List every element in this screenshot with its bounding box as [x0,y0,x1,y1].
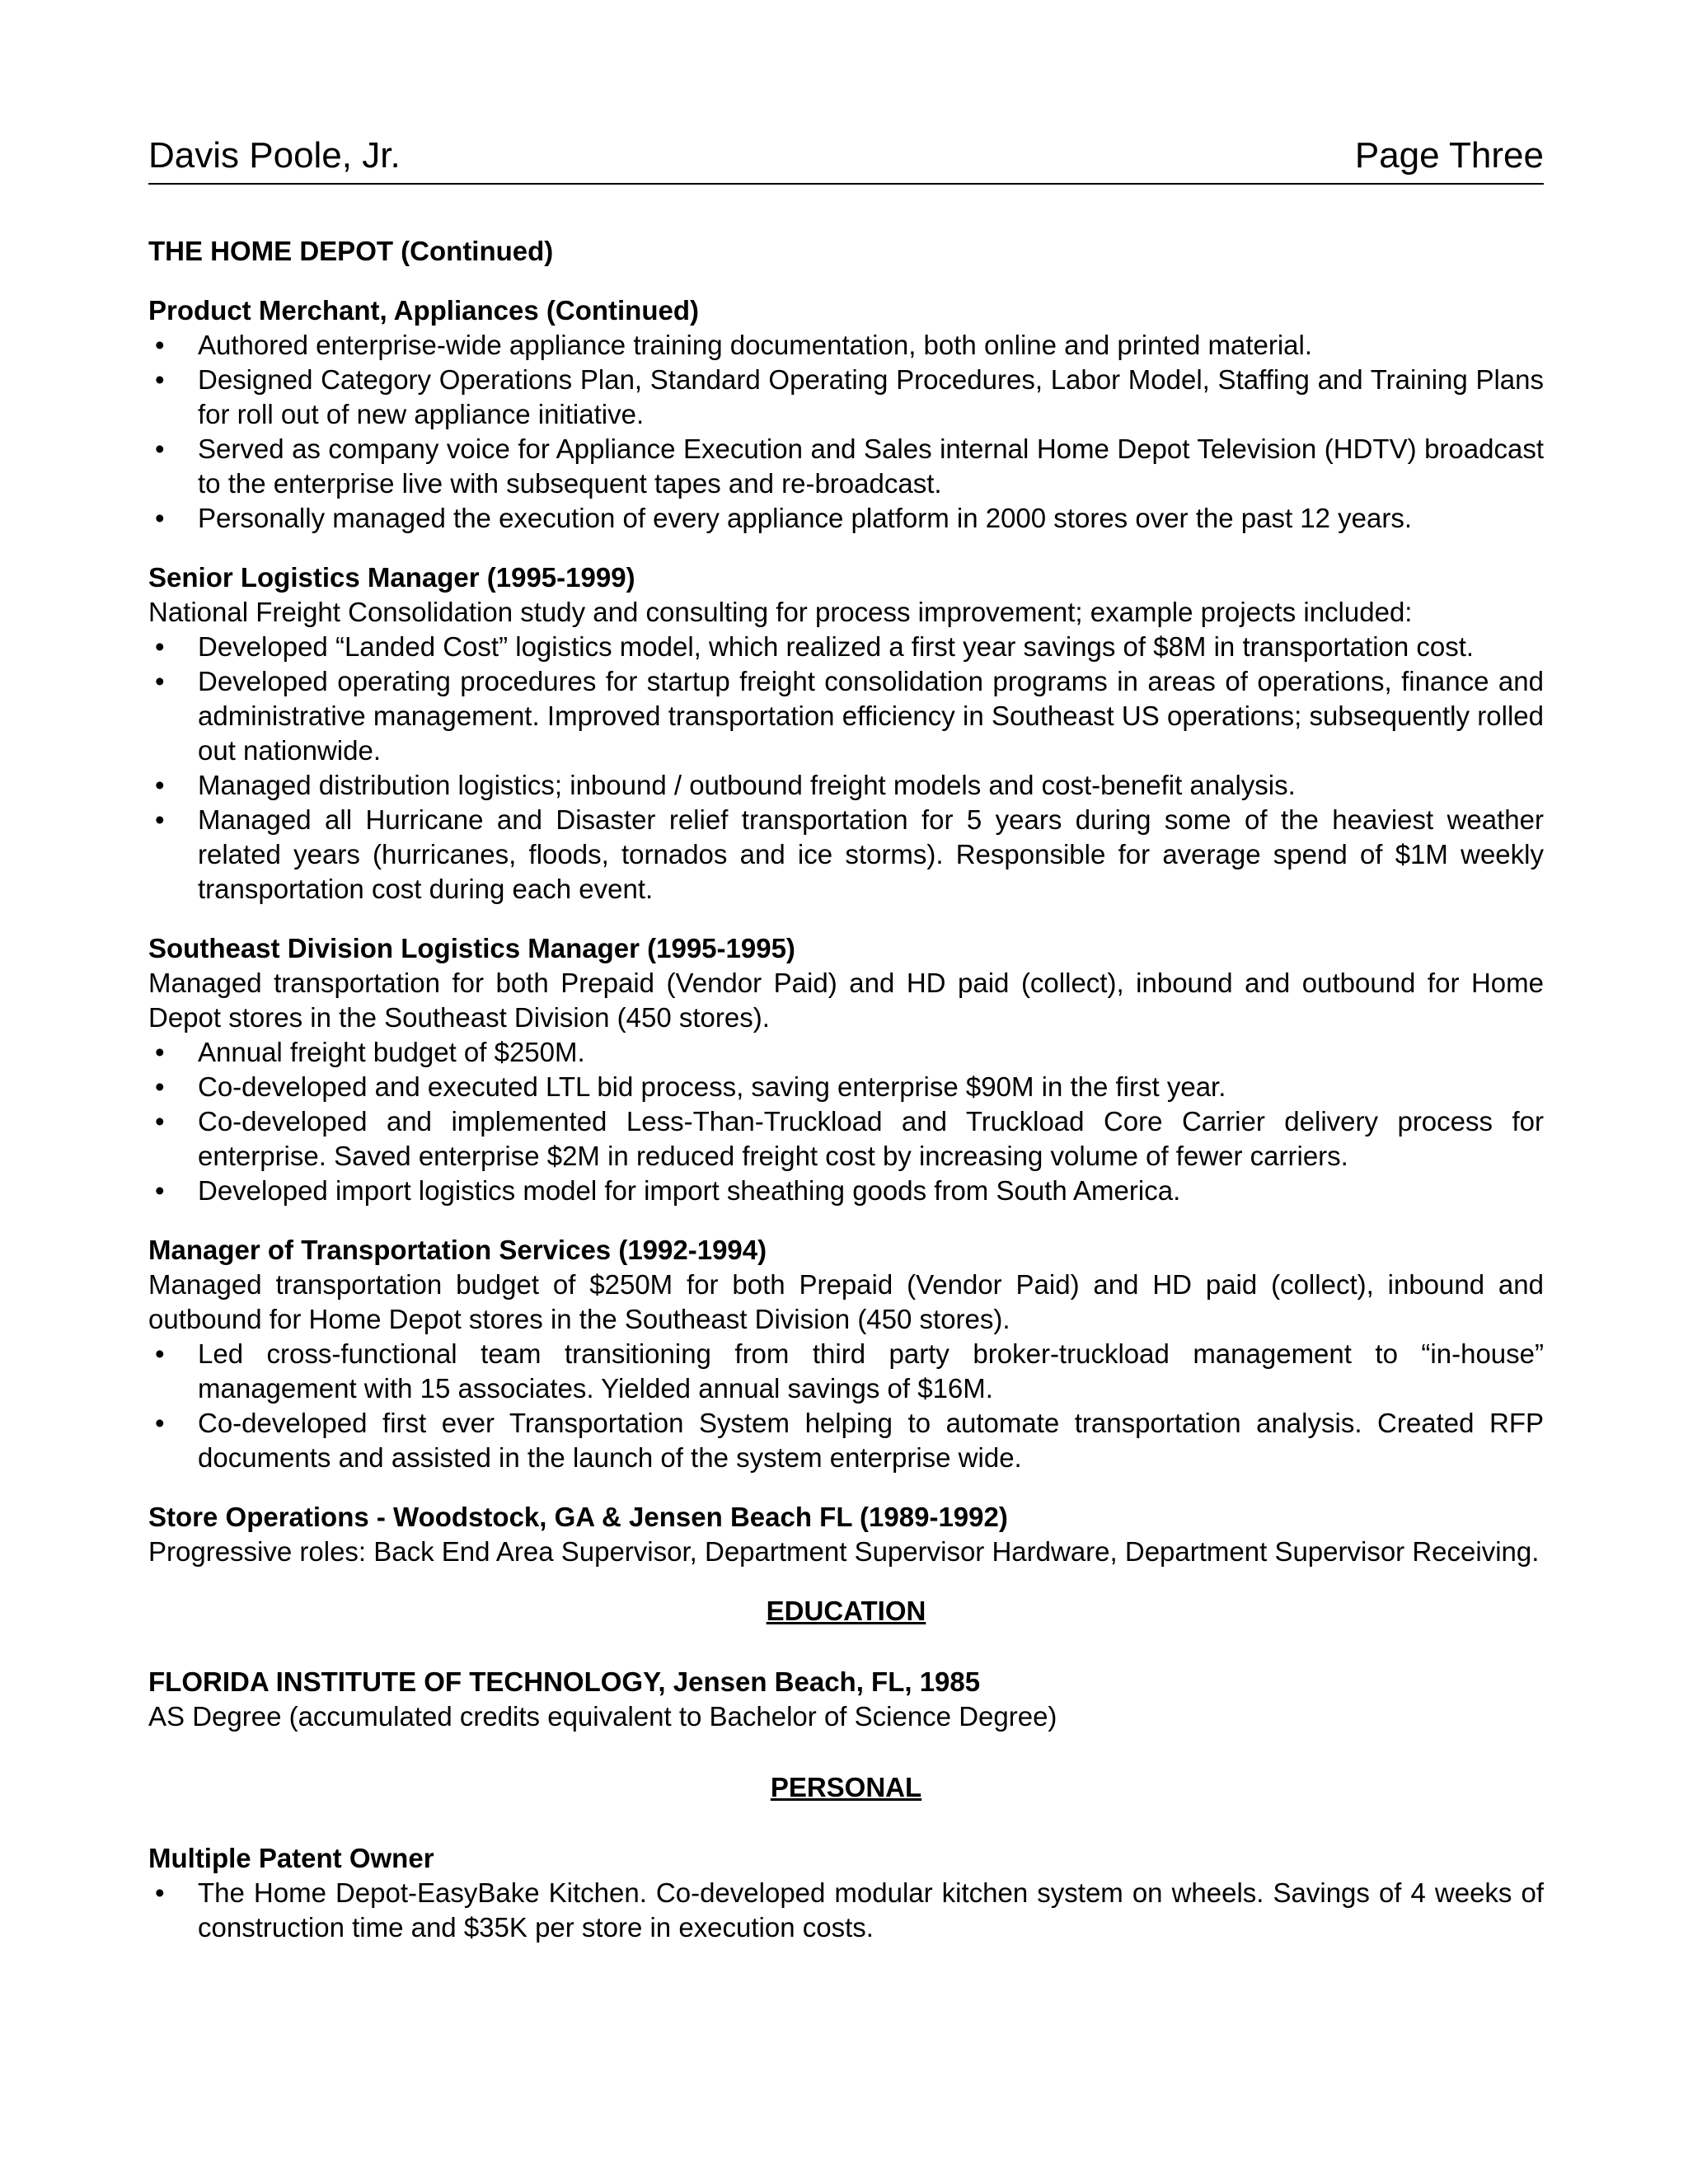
list-item: • Authored enterprise-wide appliance training documentation, both online and printed material. [148,328,1544,363]
list-item: • Personally managed the execution of every appliance platform in 2000 stores over the past 12 years. [148,501,1544,536]
list-item: • Co-developed and executed LTL bid process, saving enterprise $90M in the first year. [148,1070,1544,1104]
list-item: • Co-developed and implemented Less-Than-Truckload and Truckload Core Carrier delivery process for enterprise. Saved enterprise $2M in reduced freight cost by increasing volume of fewer carriers. [148,1104,1544,1174]
role-title: Senior Logistics Manager (1995-1999) [148,562,635,593]
list-item: • Developed import logistics model for import sheathing goods from South America. [148,1174,1544,1208]
role-section [148,293,1544,536]
role-description: Progressive roles: Back End Area Supervisor, Department Supervisor Hardware, Department Supervisor Receiving. [148,1536,1540,1567]
education-section [148,1665,1544,1734]
role-bullets [148,630,1544,907]
role-bullets [148,1035,1544,1208]
page-header [148,132,1544,185]
role-description: Managed transportation for both Prepaid (Vendor Paid) and HD paid (collect), inbound and outbound for Home Depot stores in the Southeast Division (450 stores). [148,968,1544,1033]
list-item: • Managed distribution logistics; inbound / outbound freight models and cost-benefit analysis. [148,768,1544,803]
role-bullets [148,328,1544,536]
list-item: • Served as company voice for Appliance Execution and Sales internal Home Depot Television (HDTV) broadcast to the enterprise live with subsequent tapes and re-broadcast. [148,432,1544,501]
role-title: Store Operations - Woodstock, GA & Jensen Beach FL (1989-1992) [148,1502,1008,1532]
list-item: • Developed “Landed Cost” logistics model, which realized a first year savings of $8M in transportation cost. [148,630,1544,664]
list-item: • Designed Category Operations Plan, Standard Operating Procedures, Labor Model, Staffing and Training Plans for roll out of new appliance initiative. [148,363,1544,432]
personal-bullets [148,1876,1544,1945]
list-item: • The Home Depot-EasyBake Kitchen. Co-developed modular kitchen system on wheels. Savings of 4 weeks of construction time and $35K per store in execution costs. [148,1876,1544,1945]
role-section [148,1233,1544,1475]
degree-text: AS Degree (accumulated credits equivalent to Bachelor of Science Degree) [148,1701,1057,1732]
list-item: • Led cross-functional team transitioning from third party broker-truckload management to “in-house” management with 15 associates. Yielded annual savings of $16M. [148,1337,1544,1406]
personal-section [148,1841,1544,1945]
role-section [148,931,1544,1208]
personal-title: Multiple Patent Owner [148,1843,434,1873]
list-item: • Developed operating procedures for startup freight consolidation programs in areas of operations, finance and administrative management. Improved transportation efficiency in Southeast US operations; subsequently rolled out nationwide. [148,664,1544,768]
role-description: National Freight Consolidation study and consulting for process improvement; example projects included: [148,597,1413,627]
personal-heading: PERSONAL [770,1772,922,1802]
role-title: Manager of Transportation Services (1992-1994) [148,1235,767,1265]
school-name: FLORIDA INSTITUTE OF TECHNOLOGY, Jensen Beach, FL, 1985 [148,1666,981,1697]
resume-page [148,132,1544,1970]
role-section [148,560,1544,907]
page-number: Page Three [1354,135,1544,176]
role-section [148,1500,1544,1569]
role-title: Southeast Division Logistics Manager (1995-1995) [148,933,795,963]
education-heading: EDUCATION [766,1596,926,1626]
list-item: • Managed all Hurricane and Disaster relief transportation for 5 years during some of the heaviest weather related years (hurricanes, floods, tornados and ice storms). Responsible for average spend of $1M weekly transportation cost during each event. [148,803,1544,907]
role-title: Product Merchant, Appliances (Continued) [148,295,699,326]
candidate-name: Davis Poole, Jr. [148,135,401,176]
company-heading: THE HOME DEPOT (Continued) [148,236,554,266]
list-item: • Co-developed first ever Transportation System helping to automate transportation analysis. Created RFP documents and assisted in the launch of the system enterprise wide. [148,1406,1544,1475]
role-bullets [148,1337,1544,1475]
list-item: • Annual freight budget of $250M. [148,1035,1544,1070]
role-description: Managed transportation budget of $250M for both Prepaid (Vendor Paid) and HD paid (collect), inbound and outbound for Home Depot stores in the Southeast Division (450 stores). [148,1269,1544,1334]
